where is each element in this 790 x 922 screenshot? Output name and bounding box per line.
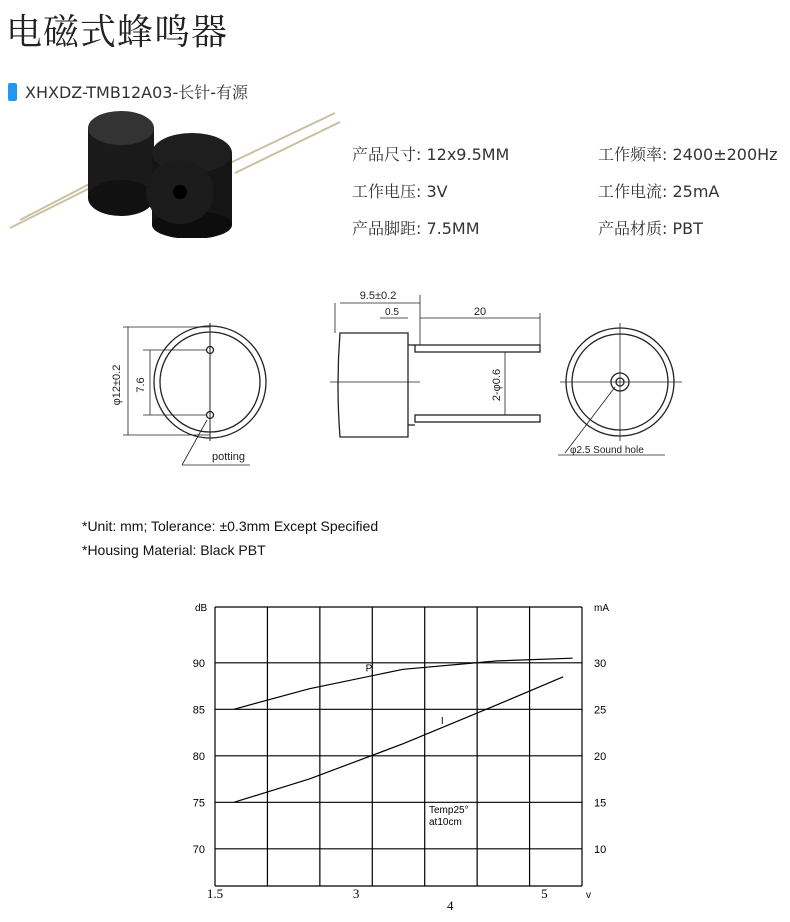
dim-lead-diameter: 2-φ0.6 [491,368,503,402]
dim-diameter: φ12±0.2 [111,364,123,406]
y-right-tick-label: 25 [594,704,607,717]
spec-row [352,135,782,172]
y-right-tick-label: 15 [594,797,607,810]
product-photo [0,108,345,238]
spec-pitch: 产品脚距: 7.5MM [352,219,480,238]
label-sound-hole: φ2.5 Sound hole [570,445,644,456]
spec-table [352,135,782,246]
y-left-axis-label: dB [195,603,208,614]
x-tick-label: 1.5 [206,886,224,901]
chart-annotation-temp: Temp25° [429,805,469,816]
mechanical-drawing [0,275,790,475]
series-label-i: I [440,715,444,727]
x-tick-label: 4 [447,898,454,913]
note-housing: *Housing Material: Black PBT [82,542,266,558]
label-potting: potting [212,451,246,463]
spec-frequency: 工作频率: 2400±200Hz [598,145,778,164]
performance-chart [150,590,790,922]
x-tick-label: 3 [352,886,360,901]
x-tick-label: 5 [541,886,548,901]
dim-height: 9.5±0.2 [359,290,397,302]
spec-material: 产品材质: PBT [598,219,703,238]
dim-offset: 0.5 [385,307,399,318]
dim-lead-length: 20 [473,306,487,318]
y-left-tick-label: 70 [192,843,205,856]
spec-current: 工作电流: 25mA [598,182,720,201]
model-label: XHXDZ-TMB12A03-长针-有源 [25,83,249,102]
y-left-tick-label: 80 [192,750,205,763]
y-left-tick-label: 85 [192,704,205,717]
series-label-p: P [365,663,373,675]
y-right-tick-label: 10 [594,843,607,856]
x-axis-label: v [586,890,591,901]
dim-pitch: 7.6 [135,377,147,393]
spec-size: 产品尺寸: 12x9.5MM [352,145,510,164]
page-title: 电磁式蜂鸣器 [6,12,229,53]
y-right-tick-label: 20 [594,750,607,763]
y-left-tick-label: 75 [192,797,205,810]
y-right-tick-label: 30 [594,657,607,670]
note-unit: *Unit: mm; Tolerance: ±0.3mm Except Specified [82,518,379,534]
y-right-axis-label: mA [594,603,609,614]
spec-row [352,209,782,246]
series-line-p [234,658,573,709]
spec-row [352,172,782,209]
model-header [8,80,248,103]
chart-annotation-distance: at10cm [429,817,462,828]
accent-bar [8,83,17,101]
y-left-tick-label: 90 [192,657,205,670]
spec-voltage: 工作电压: 3V [352,182,448,201]
